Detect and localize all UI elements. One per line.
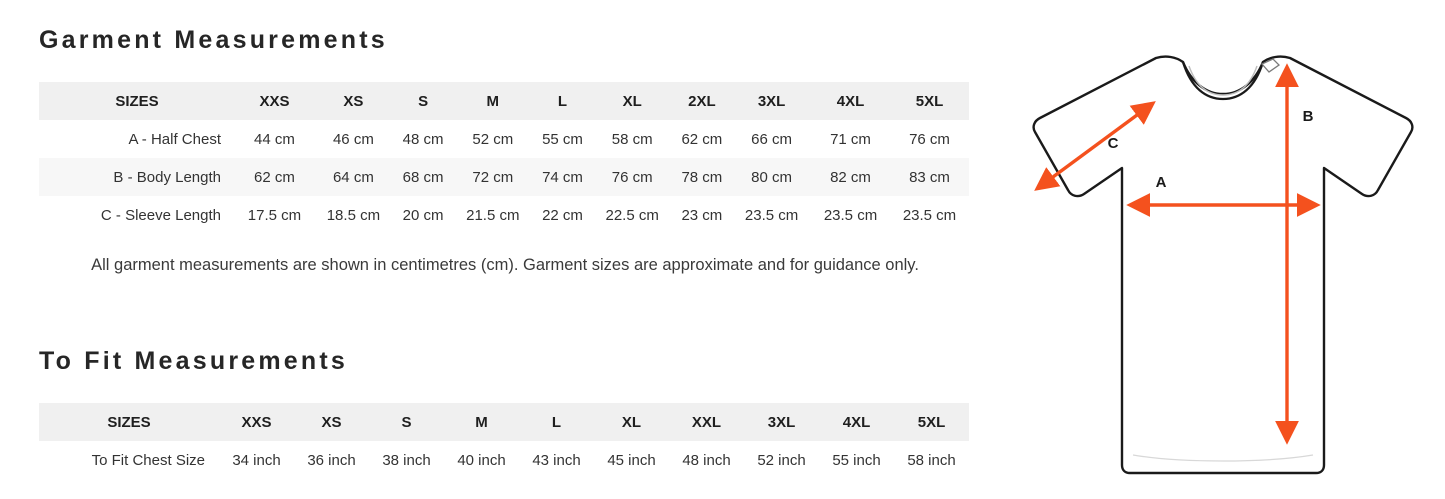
garment-table-body <box>39 120 969 234</box>
cell-body-length-m: 72 cm <box>472 168 514 186</box>
column-header-sizes: SIZES <box>115 92 159 110</box>
cell-half-chest-2xl: 62 cm <box>681 130 723 148</box>
tofit-measurements-title: To Fit Measurements <box>39 347 348 375</box>
cell-body-length-2xl: 78 cm <box>681 168 723 186</box>
row-label-sleeve-length: C - Sleeve Length <box>100 206 221 224</box>
column-header-5xl: 5XL <box>917 413 946 431</box>
cell-to-fit-xl: 45 inch <box>607 451 656 469</box>
cell-body-length-5xl: 83 cm <box>909 168 950 186</box>
column-header-3xl: 3XL <box>757 92 786 110</box>
cell-half-chest-m: 52 cm <box>472 130 514 148</box>
row-label-body-length: B - Body Length <box>113 168 221 186</box>
column-header-xxl: XXL <box>691 413 722 431</box>
cell-to-fit-m: 40 inch <box>457 451 506 469</box>
label-b: B <box>1302 108 1314 125</box>
column-header-xl: XL <box>622 92 642 110</box>
table-row <box>39 158 969 196</box>
column-header-l: L <box>557 92 568 110</box>
column-header-xs: XS <box>343 92 364 110</box>
label-c: C <box>1107 135 1119 152</box>
cell-to-fit-s: 38 inch <box>382 451 431 469</box>
row-label-to-fit-chest-size: To Fit Chest Size <box>91 451 205 469</box>
cell-sleeve-length-5xl: 23.5 cm <box>902 206 957 224</box>
cell-sleeve-length-m: 21.5 cm <box>466 206 520 224</box>
cell-to-fit-l: 43 inch <box>532 451 581 469</box>
tofit-table-header <box>39 403 969 441</box>
cell-half-chest-xxs: 44 cm <box>254 130 295 148</box>
cell-body-length-xxs: 62 cm <box>254 168 295 186</box>
cell-sleeve-length-l: 22 cm <box>542 206 583 224</box>
label-a: A <box>1155 174 1167 191</box>
table-header-row <box>39 82 969 120</box>
column-header-xxs: XXS <box>241 413 272 431</box>
cell-to-fit-xxs: 34 inch <box>232 451 281 469</box>
column-header-xl: XL <box>621 413 642 431</box>
cell-to-fit-4xl: 55 inch <box>832 451 881 469</box>
cell-half-chest-s: 48 cm <box>402 130 444 148</box>
column-header-m: M <box>486 92 500 110</box>
cell-half-chest-xl: 58 cm <box>611 130 653 148</box>
cell-half-chest-5xl: 76 cm <box>909 130 950 148</box>
cell-half-chest-xs: 46 cm <box>332 130 374 148</box>
cell-to-fit-xxl: 48 inch <box>682 451 731 469</box>
tofit-measurements-table <box>39 403 969 479</box>
garment-measurements-table <box>39 82 969 234</box>
cell-half-chest-4xl: 71 cm <box>830 130 871 148</box>
cell-half-chest-3xl: 66 cm <box>751 130 792 148</box>
cell-body-length-l: 74 cm <box>542 168 583 186</box>
cell-to-fit-xs: 36 inch <box>307 451 356 469</box>
cell-half-chest-l: 55 cm <box>542 130 583 148</box>
column-header-s: S <box>401 413 412 431</box>
table-row <box>39 441 969 479</box>
column-header-xs: XS <box>321 413 342 431</box>
column-header-4xl: 4XL <box>842 413 871 431</box>
cell-sleeve-length-xxs: 17.5 cm <box>247 206 302 224</box>
cell-sleeve-length-3xl: 23.5 cm <box>744 206 799 224</box>
table-row <box>39 196 969 234</box>
cell-sleeve-length-s: 20 cm <box>402 206 444 224</box>
column-header-s: S <box>418 92 429 110</box>
cell-sleeve-length-4xl: 23.5 cm <box>823 206 878 224</box>
cell-body-length-xl: 76 cm <box>611 168 653 186</box>
cell-to-fit-3xl: 52 inch <box>757 451 806 469</box>
garment-measurements-note: All garment measurements are shown in centimetres (cm). Garment sizes are approximate and for guidance only. <box>91 256 919 274</box>
column-header-4xl: 4XL <box>836 92 865 110</box>
cell-sleeve-length-2xl: 23 cm <box>681 206 723 224</box>
tshirt-diagram <box>1000 0 1445 499</box>
column-header-l: L <box>551 413 562 431</box>
cell-body-length-xs: 64 cm <box>332 168 374 186</box>
table-header-row <box>39 403 969 441</box>
column-header-xxs: XXS <box>259 92 290 110</box>
column-header-m: M <box>475 413 488 431</box>
cell-sleeve-length-xl: 22.5 cm <box>605 206 659 224</box>
cell-body-length-3xl: 80 cm <box>751 168 792 186</box>
tofit-table-body <box>39 441 969 479</box>
column-header-5xl: 5XL <box>915 92 944 110</box>
tshirt-diagram-column <box>1000 0 1445 499</box>
tshirt-outline <box>1034 57 1413 473</box>
cell-to-fit-5xl: 58 inch <box>907 451 956 469</box>
column-header-3xl: 3XL <box>767 413 796 431</box>
table-row <box>39 120 969 158</box>
cell-body-length-s: 68 cm <box>402 168 444 186</box>
garment-table-header <box>39 82 969 120</box>
cell-sleeve-length-xs: 18.5 cm <box>326 206 381 224</box>
column-header-2xl: 2XL <box>688 92 716 110</box>
column-header-sizes: SIZES <box>107 413 151 431</box>
cell-body-length-4xl: 82 cm <box>830 168 871 186</box>
row-label-half-chest: A - Half Chest <box>128 130 221 148</box>
garment-measurements-title: Garment Measurements <box>39 26 388 54</box>
